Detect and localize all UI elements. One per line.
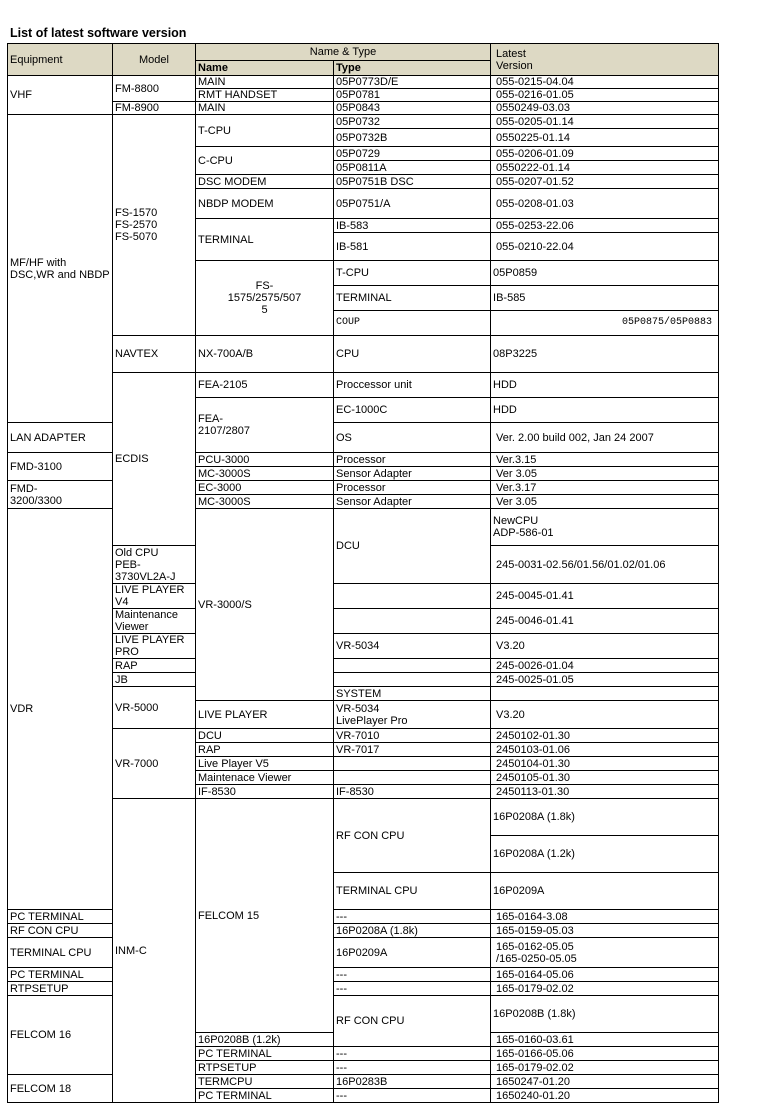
version-cell: 055-0253-22.06 [491,219,719,233]
type-cell: Processor [334,453,491,467]
table-row [8,373,719,398]
type-cell: 16P0209A [491,873,719,910]
type-cell: HDD [491,373,719,398]
name-cell: RAP [196,743,334,757]
name-cell: COUP [334,311,491,336]
name-cell: RTPSETUP [196,1061,334,1075]
model-cell: FEA- 2107/2807 [196,398,334,453]
version-cell: 165-0162-05.05 /165-0250-05.05 [491,938,719,968]
type-cell: OS [334,423,491,453]
name-cell: T-CPU [334,261,491,286]
header-name-type: Name & Type [196,44,491,61]
header-name: Name [196,61,334,76]
name-cell: EC-3000 [196,481,334,495]
type-cell [334,673,491,687]
table-row [8,584,719,609]
version-cell: 165-0159-05.03 [491,924,719,938]
table-row [8,115,719,129]
version-cell: 0550222-01.14 [491,161,719,175]
type-cell: 05P0751/A [334,189,491,219]
name-cell: MAIN [196,102,334,115]
version-cell: 055-0216-01.05 [491,89,719,102]
name-cell: PCU-3000 [196,453,334,467]
model-cell: FELCOM 16 [8,996,113,1075]
name-cell: Maintenace Viewer [196,771,334,785]
name-cell: Live Player V5 [196,757,334,771]
type-cell: 05P0859 [491,261,719,286]
table-row [8,687,719,701]
version-cell: 2450113-01.30 [491,785,719,799]
type-cell: 16P0209A [334,938,491,968]
type-cell: VR-7017 [334,743,491,757]
model-cell: VR-5000 [113,687,196,729]
model-cell: FM-8900 [113,102,196,115]
name-cell: DCU [196,729,334,743]
name-cell: IF-8530 [196,785,334,799]
header-latest-version: Latest Version [491,44,719,76]
type-cell: 05P0875/05P0883 [491,311,719,336]
version-cell: 0550249-03.03 [491,102,719,115]
version-cell: Ver.3.15 [491,453,719,467]
name-cell: TERMINAL [334,286,491,311]
type-cell: 16P0208A (1.2k) [491,836,719,873]
version-cell: 055-0205-01.14 [491,115,719,129]
version-cell: 2450105-01.30 [491,771,719,785]
version-cell: 245-0031-02.56/01.56/01.02/01.06 [491,546,719,584]
table-row [8,799,719,836]
name-cell: RF CON CPU [334,996,491,1047]
name-cell: PC TERMINAL [196,1089,334,1103]
name-cell: JB [113,673,196,687]
type-cell: 05P0751B DSC [334,175,491,189]
equipment-cell: NAVTEX [113,336,196,373]
version-cell: 055-0207-01.52 [491,175,719,189]
type-cell: VR-5034 [334,634,491,659]
type-cell: --- [334,982,491,996]
version-cell: Ver. 2.00 build 002, Jan 24 2007 [491,423,719,453]
name-cell: PC TERMINAL [196,1047,334,1061]
name-cell: Proccessor unit [334,373,491,398]
name-cell: PC TERMINAL [8,910,113,924]
type-cell: NewCPU ADP-586-01 [491,509,719,546]
type-cell [334,609,491,634]
type-cell: IB-585 [491,286,719,311]
type-cell [334,757,491,771]
name-cell: EC-1000C [334,398,491,423]
type-cell: Processor [334,481,491,495]
model-cell: FMD-3100 [8,453,113,481]
name-cell: TERMINAL CPU [334,873,491,910]
type-cell: HDD [491,398,719,423]
version-cell: 1650240-01.20 [491,1089,719,1103]
type-cell: 05P0811A [334,161,491,175]
version-cell: 245-0025-01.05 [491,673,719,687]
version-cell: 245-0026-01.04 [491,659,719,673]
table-row [8,609,719,634]
version-cell: 165-0179-02.02 [491,1061,719,1075]
version-cell: 055-0208-01.03 [491,189,719,219]
name-cell: LIVE PLAYER [196,701,334,729]
table-row [8,102,719,115]
name-cell: PC TERMINAL [8,968,113,982]
name-cell: Maintenance Viewer [113,609,196,634]
document-title: List of latest software version [10,26,187,40]
type-cell: 05P0773D/E [334,76,491,89]
version-cell: 165-0160-03.61 [491,1033,719,1047]
model-cell: FELCOM 15 [196,799,334,1033]
version-cell: 245-0045-01.41 [491,584,719,609]
type-cell: 16P0283B [334,1075,491,1089]
version-cell: Ver.3.17 [491,481,719,495]
type-cell: VR-7010 [334,729,491,743]
name-cell: MAIN [196,76,334,89]
software-version-table [7,43,719,1103]
name-cell: RF CON CPU [8,924,113,938]
name-cell: CPU [334,336,491,373]
type-cell [334,584,491,609]
equipment-cell: INM-C [113,799,196,1103]
type-cell: --- [334,1061,491,1075]
name-cell: TERMINAL [196,219,334,261]
table-row [8,673,719,687]
name-cell: LAN ADAPTER [8,423,113,453]
version-cell: V3.20 [491,634,719,659]
type-cell: 05P0729 [334,147,491,161]
name-cell: TERMINAL CPU [8,938,113,968]
name-cell: T-CPU [196,115,334,147]
version-cell: Ver 3.05 [491,467,719,481]
name-cell: MC-3000S [196,495,334,509]
name-cell: RMT HANDSET [196,89,334,102]
model-cell: FM-8800 [113,76,196,102]
type-cell: Sensor Adapter [334,467,491,481]
type-cell: 16P0208A (1.8k) [491,799,719,836]
type-cell: 05P0732 [334,115,491,129]
type-cell: 16P0208A (1.8k) [334,924,491,938]
version-cell: 165-0166-05.06 [491,1047,719,1061]
type-cell: Sensor Adapter [334,495,491,509]
version-cell: 0550225-01.14 [491,129,719,147]
model-cell: FS- 1575/2575/507 5 [196,261,334,336]
version-cell: 2450103-01.06 [491,743,719,757]
version-cell: 2450102-01.30 [491,729,719,743]
version-cell: V3.20 [491,701,719,729]
version-cell: 2450104-01.30 [491,757,719,771]
type-cell: IB-583 [334,219,491,233]
name-cell: LIVE PLAYER PRO [113,634,196,659]
type-cell [491,687,719,701]
equipment-cell: ECDIS [113,373,196,546]
version-cell: 165-0164-3.08 [491,910,719,924]
model-cell: VR-7000 [113,729,196,799]
model-cell: FS-1570 FS-2570 FS-5070 [113,115,196,336]
equipment-cell: VHF [8,76,113,115]
name-cell: DSC MODEM [196,175,334,189]
table-row [8,729,719,743]
model-cell: FMD- 3200/3300 [8,481,113,509]
equipment-cell: MF/HF with DSC,WR and NBDP [8,115,113,423]
type-cell: 05P0781 [334,89,491,102]
table-body [8,44,719,1103]
name-cell: RF CON CPU [334,799,491,873]
name-cell: RTPSETUP [8,982,113,996]
header-type: Type [334,61,491,76]
type-cell [334,659,491,673]
name-cell: NBDP MODEM [196,189,334,219]
model-cell: FELCOM 18 [8,1075,113,1103]
type-cell: --- [334,1047,491,1061]
version-cell: 1650247-01.20 [491,1075,719,1089]
type-cell: --- [334,1089,491,1103]
table-row [8,634,719,659]
type-cell: --- [334,910,491,924]
table-row [8,659,719,673]
model-cell: VR-3000/S [196,509,334,701]
header-model: Model [113,44,196,76]
name-cell: TERMCPU [196,1075,334,1089]
table-row [8,336,719,373]
table-row [8,76,719,89]
header-row [8,44,719,61]
type-cell: 16P0208B (1.8k) [491,996,719,1033]
type-cell [334,771,491,785]
version-cell: Ver 3.05 [491,495,719,509]
header-equipment: Equipment [8,44,113,76]
type-cell: 08P3225 [491,336,719,373]
name-cell: SYSTEM [334,687,491,701]
model-cell: FEA-2105 [196,373,334,398]
type-cell: 05P0843 [334,102,491,115]
name-cell: DCU [334,509,491,584]
name-cell: C-CPU [196,147,334,175]
type-cell: Old CPU PEB-3730VL2A-J [113,546,196,584]
name-cell: LIVE PLAYER V4 [113,584,196,609]
name-cell: RAP [113,659,196,673]
version-cell: 165-0179-02.02 [491,982,719,996]
version-cell: 055-0206-01.09 [491,147,719,161]
equipment-cell: VDR [8,509,113,910]
type-cell: --- [334,968,491,982]
version-cell: 055-0210-22.04 [491,233,719,261]
name-cell: MC-3000S [196,467,334,481]
type-cell: IF-8530 [334,785,491,799]
version-cell: 165-0164-05.06 [491,968,719,982]
type-cell: 05P0732B [334,129,491,147]
version-cell: 055-0215-04.04 [491,76,719,89]
version-cell: 245-0046-01.41 [491,609,719,634]
type-cell: VR-5034 LivePlayer Pro [334,701,491,729]
model-cell: NX-700A/B [196,336,334,373]
type-cell: 16P0208B (1.2k) [196,1033,334,1047]
type-cell: IB-581 [334,233,491,261]
